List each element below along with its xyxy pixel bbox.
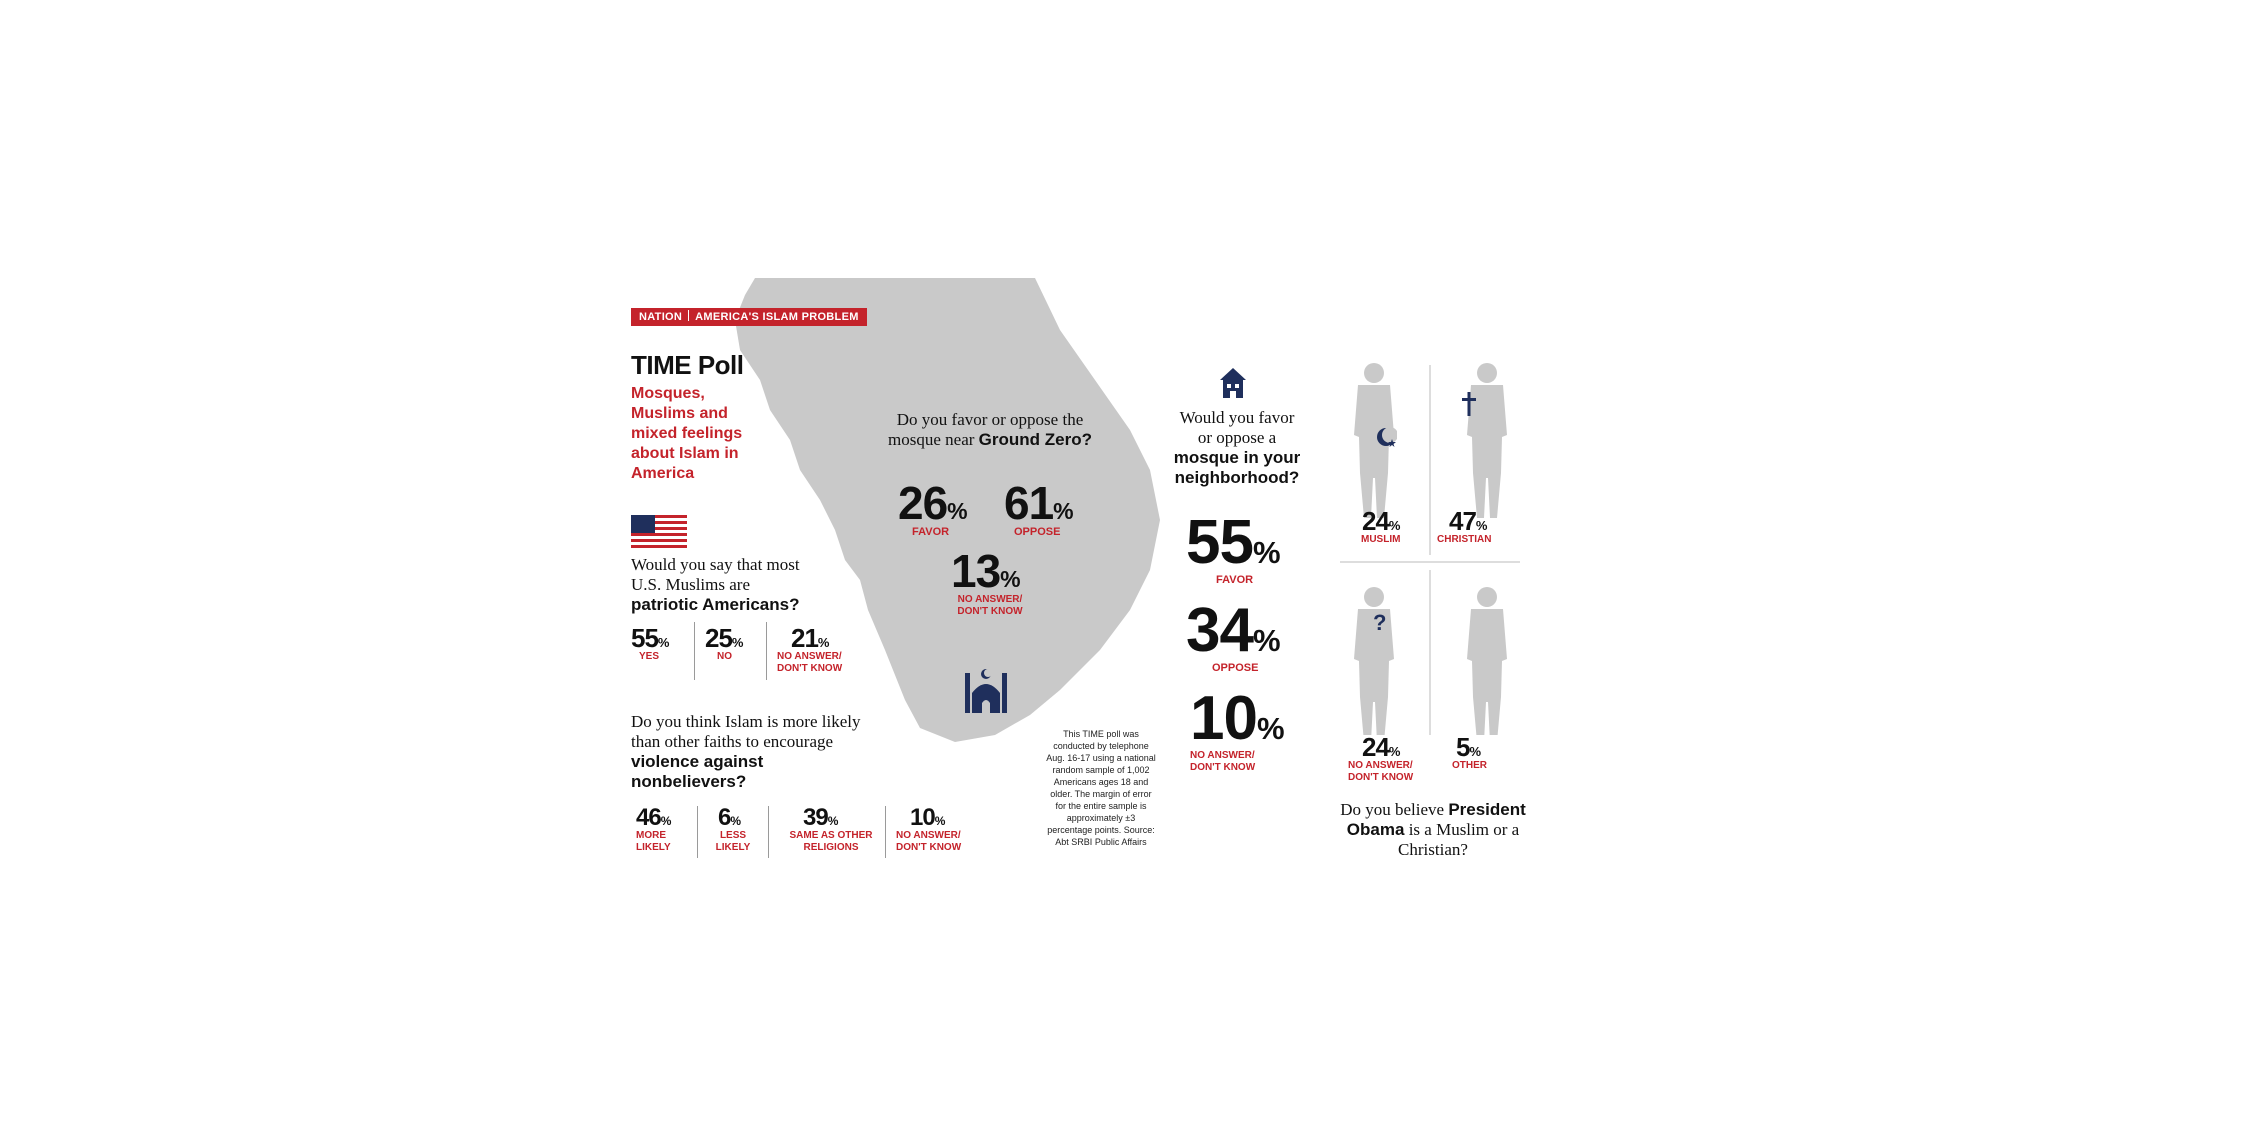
divider (697, 806, 698, 858)
divider (694, 622, 695, 680)
label: NO ANSWER/ DON'T KNOW (957, 594, 1023, 617)
obama-muslim (1358, 508, 1400, 546)
label: YES (639, 651, 660, 662)
violence-more-likely (636, 806, 686, 853)
label: NO ANSWER/ DON'T KNOW (1348, 760, 1414, 783)
value: 47 (1449, 506, 1476, 536)
value: 34 (1186, 596, 1253, 665)
violence-question-text: Do you think Islam is more likely than other faiths to encourage (631, 712, 861, 751)
label: MORE LIKELY (636, 830, 671, 853)
percent: % (660, 814, 672, 828)
percent: % (1252, 535, 1281, 570)
label: FAVOR (912, 526, 950, 538)
label: LESS LIKELY (715, 830, 751, 853)
percent: % (731, 635, 744, 650)
obama-question-text-1: Do you believe (1340, 800, 1445, 819)
label: NO (717, 651, 732, 662)
value: 5 (1456, 732, 1470, 762)
cross-icon (1462, 392, 1476, 416)
label: NO ANSWER/ DON'T KNOW (777, 651, 843, 674)
patriotic-no (705, 625, 743, 663)
percent: % (1053, 498, 1074, 524)
patriotic-question-bold: patriotic Americans? (631, 595, 800, 614)
obama-no-answer (1348, 734, 1434, 783)
section-topic: AMERICA'S ISLAM PROBLEM (695, 311, 859, 323)
value: 10 (910, 804, 935, 831)
percent: % (1252, 623, 1281, 658)
value: 55 (1186, 508, 1253, 577)
percent: % (947, 498, 968, 524)
label: NO ANSWER/ DON'T KNOW (1190, 750, 1256, 773)
patriotic-no-answer (777, 625, 867, 674)
neighborhood-no-answer (1190, 684, 1285, 773)
patriotic-question (631, 555, 811, 615)
value: 46 (636, 804, 661, 831)
divider (768, 806, 769, 858)
us-flag-icon (631, 515, 687, 549)
violence-question-bold: violence against nonbelievers? (631, 752, 764, 791)
value: 55 (631, 623, 658, 653)
value: 13 (951, 545, 1001, 597)
section-name: NATION (639, 311, 683, 323)
percent: % (827, 814, 839, 828)
value: 10 (1190, 684, 1257, 753)
obama-question-bold: President Obama (1346, 800, 1526, 839)
percent: % (657, 635, 670, 650)
obama-question-text-2: is a Muslim or a Christian? (1398, 820, 1520, 859)
ground-zero-question (880, 410, 1100, 450)
label: NO ANSWER/ DON'T KNOW (896, 830, 962, 853)
percent: % (1000, 566, 1021, 592)
violence-no-answer (896, 806, 982, 853)
divider (885, 806, 886, 858)
ground-zero-no-answer (947, 545, 1033, 617)
figure-other (1467, 587, 1507, 735)
tag-divider (688, 310, 689, 321)
obama-christian (1437, 508, 1491, 546)
value: 39 (803, 804, 828, 831)
section-tag (631, 308, 867, 326)
percent: % (1475, 518, 1488, 533)
label: MUSLIM (1361, 534, 1401, 545)
percent: % (1388, 518, 1401, 533)
figure-christian (1467, 363, 1507, 518)
divider (766, 622, 767, 680)
violence-less-likely (708, 806, 758, 853)
ground-zero-oppose (1004, 477, 1074, 539)
label: OTHER (1452, 760, 1487, 771)
obama-question (1338, 800, 1528, 860)
methodology-note: This TIME poll was conducted by telephone Aug. 16-17 using a national random sample of 1,002 Americans ages 18 and older. The margin of error for the entire sample is approximately ±3 percentage points. Source: Abt SRBI Public Affairs (1046, 729, 1156, 847)
patriotic-yes (631, 625, 669, 663)
neighborhood-question-text: Would you favor or oppose a (1179, 408, 1295, 447)
value: 24 (1362, 506, 1389, 536)
patriotic-question-text: Would you say that most U.S. Muslims are (631, 555, 800, 594)
value: 25 (705, 623, 732, 653)
percent: % (1388, 744, 1401, 759)
ground-zero-question-text: Do you favor or oppose the mosque near (888, 410, 1084, 449)
neighborhood-question (1172, 408, 1302, 488)
label: OPPOSE (1014, 526, 1061, 538)
value: 6 (718, 804, 731, 831)
question-mark-icon: ? (1373, 610, 1387, 635)
percent: % (817, 635, 830, 650)
page-title: TIME Poll (631, 350, 744, 380)
label: FAVOR (1216, 574, 1254, 586)
neighborhood-oppose (1186, 596, 1281, 675)
value: 26 (898, 477, 948, 529)
neighborhood-question-bold: mosque in your neighborhood? (1173, 448, 1301, 487)
value: 21 (791, 623, 818, 653)
neighborhood-favor (1186, 508, 1281, 587)
violence-question (631, 712, 866, 792)
value: 24 (1362, 732, 1389, 762)
percent: % (730, 814, 742, 828)
percent: % (1469, 744, 1482, 759)
crescent-icon (1375, 426, 1397, 448)
value: 61 (1004, 477, 1054, 529)
violence-same (785, 806, 877, 853)
label: SAME AS OTHER RELIGIONS (789, 830, 873, 853)
percent: % (1256, 711, 1285, 746)
page-subtitle: Mosques, Muslims and mixed feelings about Islam in America (631, 385, 743, 482)
label: OPPOSE (1212, 662, 1259, 674)
percent: % (934, 814, 946, 828)
label: CHRISTIAN (1437, 534, 1492, 545)
house-icon (1220, 368, 1246, 398)
ground-zero-favor (898, 477, 968, 539)
obama-other (1452, 734, 1487, 772)
ground-zero-question-bold: Ground Zero? (978, 430, 1092, 449)
mosque-icon (963, 665, 1009, 713)
